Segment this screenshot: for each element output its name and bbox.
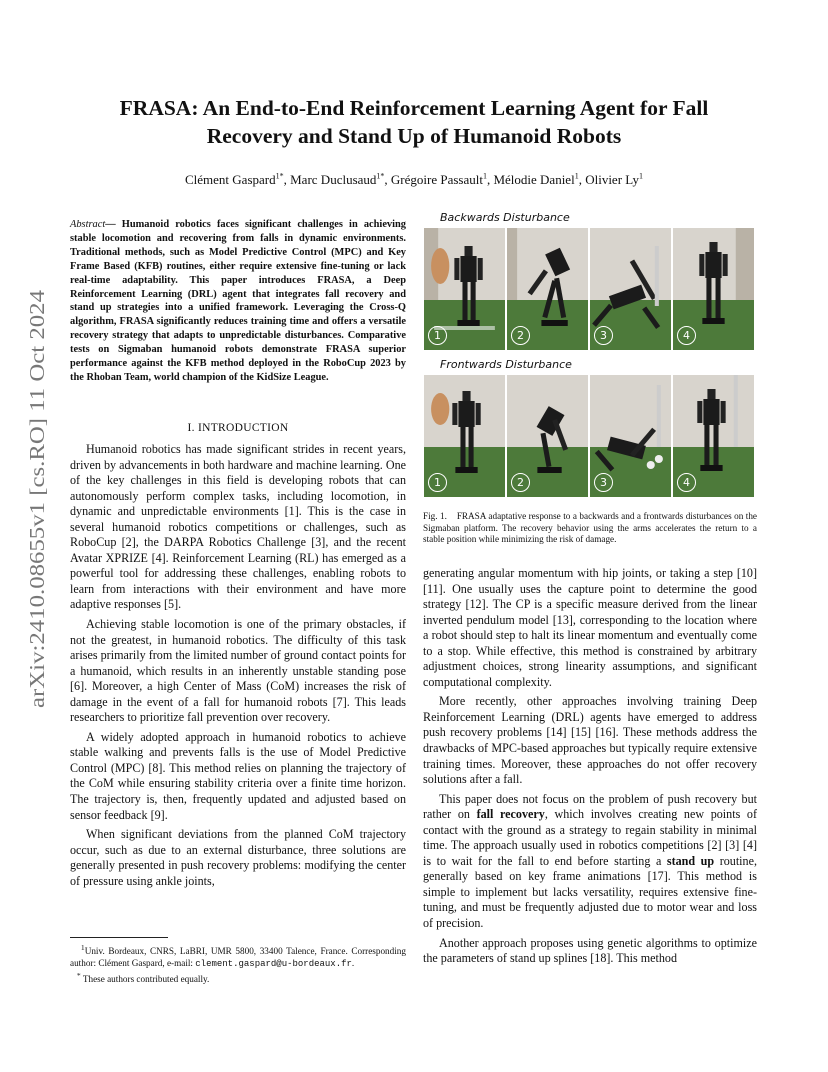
paragraph: A widely adopted approach in humanoid robotics to achieve stable walking and prevents falls is the use of Model Predictive Control (MPC) [8]. This method relies on planning the trajectory of the CoM while ensuring stability criteria over a finite time horizon. The trajectory is, then, frequently updated and adjusted based on sensor feedback [9]. [70,729,406,822]
footnote-rule [70,937,168,938]
title-line-2: Recovery and Stand Up of Humanoid Robots [206,124,622,148]
photo-frame [424,375,505,497]
emphasis-fall-recovery: fall recovery [476,807,545,822]
paragraph: This paper does not focus on the problem of push recovery but rather on fall recovery, which involves creating new points of contact with the ground as a strategy to regain stability in minimal time. The approach usually used in robotics competitions [2] [3] [4] is to wait for the fall to end before starting a stand up routine, generally based on key frame animations [17]. This method is simple to implement but lacks versatility, requires extensive fine-tuning, and must be frequently adjusted due to motor wear and loss of precision. [423,791,757,931]
author-list [70,172,758,188]
emphasis-stand-up: stand up [666,853,715,868]
photo-frame [507,228,588,350]
author-5: Olivier Ly$^1$ [585,172,643,188]
paragraph: Achieving stable locomotion is one of the primary obstacles, if not the greatest, in humanoid robotics. The difficulty of this task arises primarily from the limited number of ground contact points for a humanoid, which results in an inherently unstable standing pose [6]. Moreover, a high Center of Mass (CoM) increases the risk of damage in the event of a fall for humanoid robots [7]. This leads researchers to prioritize fall prevention over recovery. [70,617,406,725]
left-column-body [70,442,406,893]
abstract [70,218,406,385]
photo-frame [590,228,671,350]
footnotes [70,942,406,985]
right-column-body [423,566,757,971]
footnote-affiliation: $^1$Univ. Bordeaux, CNRS, LaBRI, UMR 5800, 33400 Talence, France. Corresponding author: Clément Gaspard, e-mail: clement.gaspard@u-bordeaux.fr. [70,943,406,970]
paragraph: More recently, other approaches involving training Deep Reinforcement Learning (DRL) agents have emerged to address push recovery problems [14] [15] [16]. These methods address the drawbacks of MPC-based approaches but typically require extensive training times. Moreover, these approaches do not offer recovery solutions after a fall. [423,694,757,787]
figure-label-backwards: Backwards Disturbance [440,211,570,224]
figure-strip-backwards [424,228,754,350]
title-line-1: FRASA: An End-to-End Reinforcement Learning Agent for Fall [119,96,709,120]
author-2: Marc Duclusaud$^{1*}$, [290,172,391,188]
arxiv-side-stamp [22,290,52,710]
corresponding-email: clement.gaspard@u-bordeaux.fr [195,959,352,970]
figure-caption [423,511,757,546]
abstract-label: Abstract [70,219,106,230]
paragraph: When significant deviations from the planned CoM trajectory occur, such as due to an external disturbance, three solutions are generally presented in push recovery problems: modifying the center of pressure using ankle joints, [70,827,406,888]
frame-number-badge: 1 [428,473,447,492]
paragraph: Humanoid robotics has made significant strides in recent years, driven by advancements in both hardware and machine learning. One of the key challenges in this field is developing robots that can autonomously perform complex tasks, including locomotion, in dynamic and unpredictable environments [1]. This is the case in several humanoid robotics competitions or challenges, such as RoboCup [2], the DARPA Robotics Challenge [3], and the recent Avatar XPRIZE [4]. Reinforcement Learning (RL) has emerged as a powerful tool for addressing these challenges, enabling robots to learn from interactions with their environment and have more adaptive responses [5]. [70,442,406,612]
photo-frame [590,375,671,497]
caption-prefix: Fig. 1. [423,511,447,521]
figure-strip-frontwards [424,375,754,497]
frame-number-badge: 3 [594,473,613,492]
author-1: Clément Gaspard$^{1*}$, [185,172,291,188]
figure-label-frontwards: Frontwards Disturbance [440,358,572,371]
frame-number-badge: 2 [511,326,530,345]
photo-frame [673,228,754,350]
abstract-text: — Humanoid robotics faces significant challenges in achieving stable locomotion and recovering from falls in dynamic environments. Traditional methods, such as Model Predictive Control (MPC) and Key Frame Based (KFB) routines, either require extensive fine-tuning or lack real-time adaptability. This paper introduces FRASA, a Deep Reinforcement Learning (DRL) agent that integrates fall recovery and stand up strategies into a unified framework. Leveraging the Cross-Q algorithm, FRASA significantly reduces training time and offers a versatile recovery strategy that adapts to unpredictable disturbances. Comparative tests on Sigmaban humanoid robots demonstrate FRASA superior performance against the KFB method deployed in the RoboCup 2023 by the Rhoban Team, world champion of the KidSize League. [70,219,406,383]
frame-number-badge: 4 [677,326,696,345]
paper-title [70,94,758,150]
photo-frame [507,375,588,497]
photo-frame [424,228,505,350]
footnote-equal-contribution: * These authors contributed equally. [76,971,210,985]
frame-number-badge: 3 [594,326,613,345]
caption-text: FRASA adaptative response to a backwards and a frontwards disturbances on the Sigmaban platform. The recovery behavior using the arms accelerates the return to a stable position while minimizing the risk of damage. [423,511,757,545]
frame-number-badge: 1 [428,326,447,345]
paragraph: Another approach proposes using genetic algorithms to optimize the parameters of stand up splines [18]. This method [423,935,757,966]
author-3: Grégoire Passault$^1$, [390,172,494,188]
author-4: Mélodie Daniel$^1$, [493,172,586,188]
section-heading-introduction: I. INTRODUCTION [187,422,289,434]
frame-number-badge: 4 [677,473,696,492]
photo-frame [673,375,754,497]
arxiv-id-text: arXiv:2410.08655v1 [cs.RO] 11 Oct 2024 [25,345,49,708]
frame-number-badge: 2 [511,473,530,492]
paragraph: generating angular momentum with hip joints, or taking a step [10] [11]. One usually uses the capture point to determine the good strategy [12]. The CP is a specific measure derived from the linear inverted pendulum model [13], corresponding to the location where a robot should step to halt its linear momentum and eventually come to a stop. While effective, this method is constrained by arbitrary adjustment choices, strong linearity assumptions, and significant computational complexity. [423,566,757,689]
